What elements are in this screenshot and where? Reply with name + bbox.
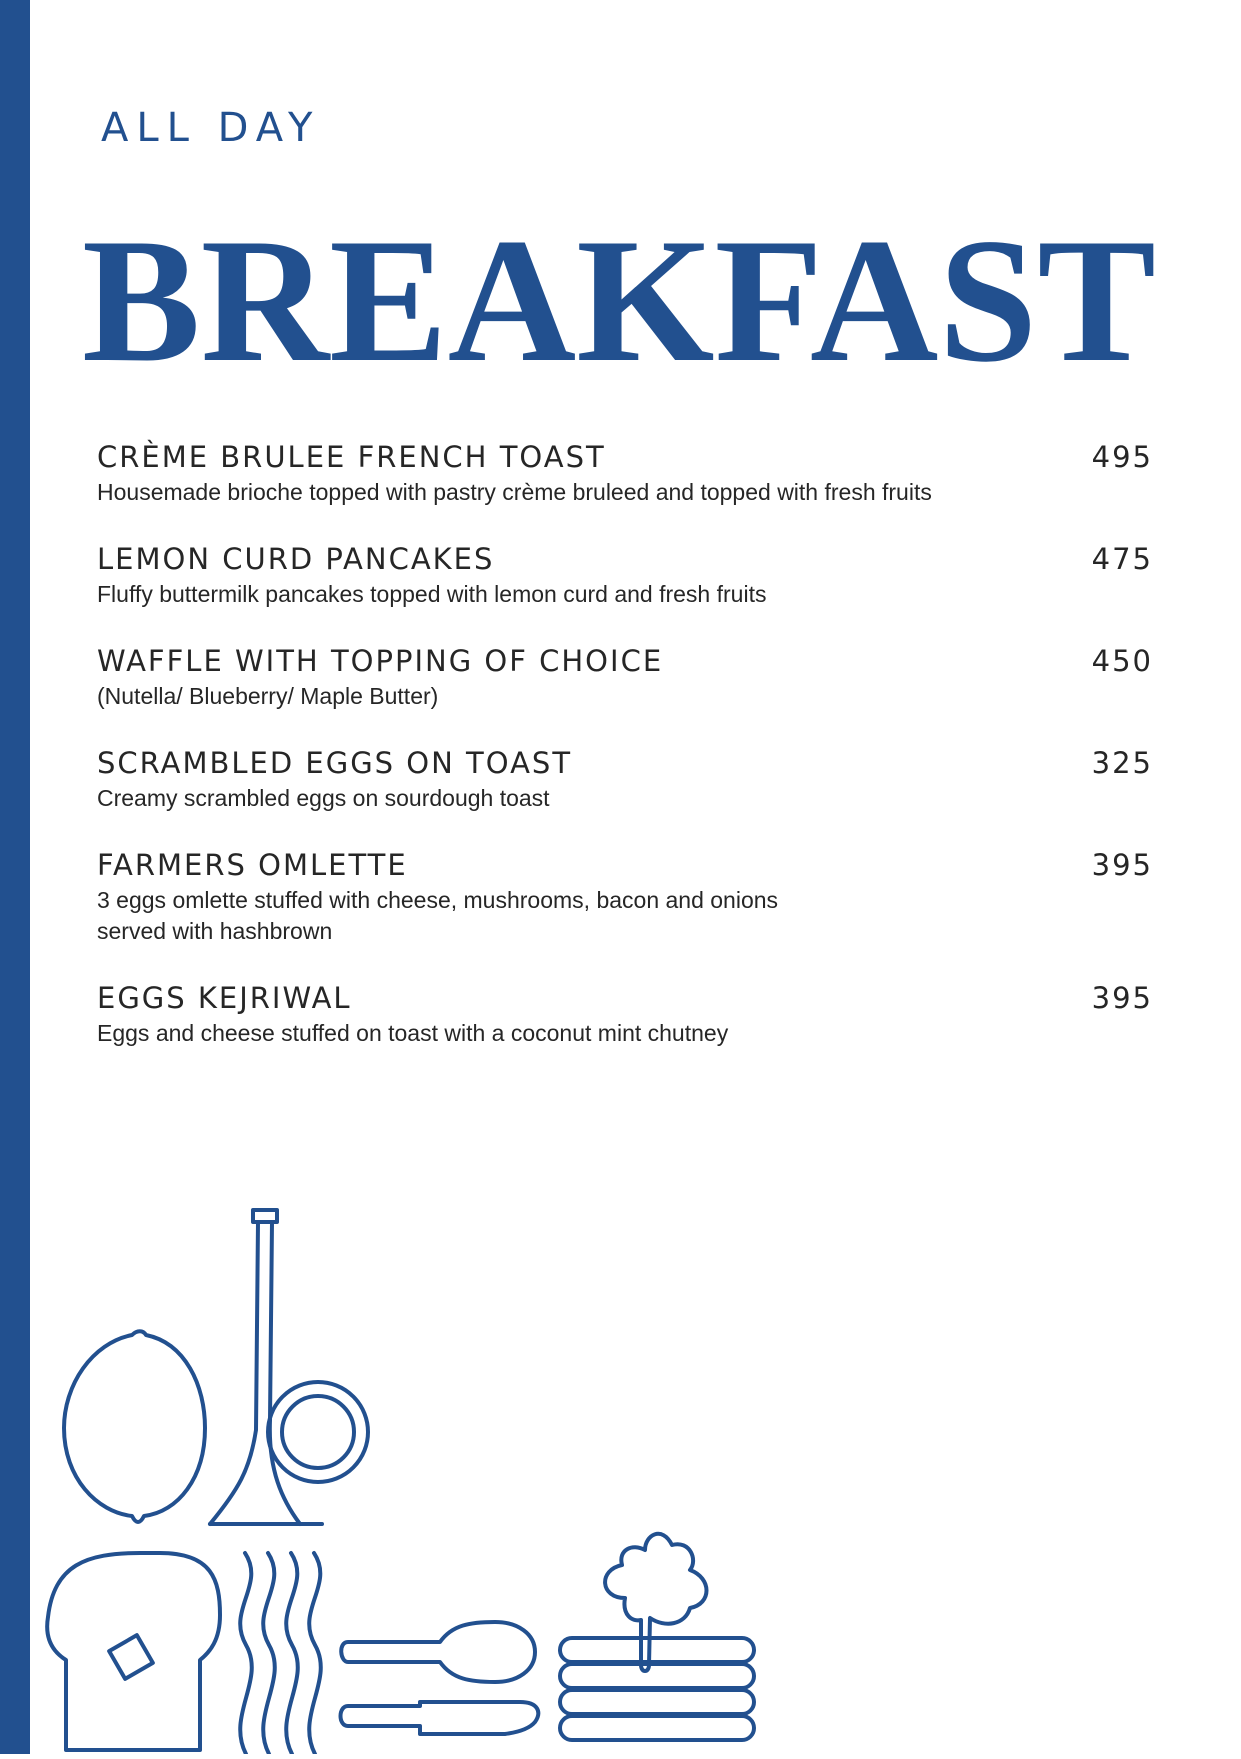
menu-title bbox=[82, 160, 1156, 365]
pancakes-icon bbox=[560, 1534, 754, 1740]
menu-item-price: 475 bbox=[1091, 542, 1153, 576]
menu-item-description: Creamy scrambled eggs on sourdough toast bbox=[97, 785, 550, 811]
menu-item-price: 395 bbox=[1091, 848, 1153, 882]
menu-item-name: EGGS KEJRIWAL bbox=[97, 981, 352, 1015]
toast-icon bbox=[47, 1553, 220, 1750]
menu-item-creme-brulee-french-toast bbox=[97, 438, 1153, 508]
spoon-icon bbox=[341, 1622, 535, 1682]
side-accent-bar bbox=[0, 0, 30, 1754]
breakfast-illustrations bbox=[30, 1195, 770, 1754]
menu-item-price: 395 bbox=[1091, 981, 1153, 1015]
menu-item-waffle bbox=[97, 642, 1153, 712]
menu-item-name: FARMERS OMLETTE bbox=[97, 848, 408, 882]
menu-item-lemon-curd-pancakes bbox=[97, 540, 1153, 610]
menu-list bbox=[97, 438, 1153, 1081]
menu-item-scrambled-eggs bbox=[97, 744, 1153, 814]
menu-item-price: 450 bbox=[1091, 644, 1153, 678]
menu-item-description: 3 eggs omlette stuffed with cheese, mushrooms, bacon and onions served with hashbrown bbox=[97, 887, 779, 944]
menu-item-name: LEMON CURD PANCAKES bbox=[97, 542, 495, 576]
menu-item-price: 325 bbox=[1091, 746, 1153, 780]
menu-item-description: Eggs and cheese stuffed on toast with a coconut mint chutney bbox=[97, 1020, 729, 1046]
menu-item-price: 495 bbox=[1091, 440, 1153, 474]
menu-item-description: (Nutella/ Blueberry/ Maple Butter) bbox=[97, 683, 439, 709]
menu-subtitle: ALL DAY bbox=[101, 105, 321, 151]
trumpet-icon bbox=[210, 1210, 368, 1524]
menu-item-description: Housemade brioche topped with pastry crème bruleed and topped with fresh fruits bbox=[97, 479, 932, 505]
menu-item-farmers-omlette bbox=[97, 846, 1153, 947]
knife-icon bbox=[341, 1702, 539, 1734]
menu-item-name: CRÈME BRULEE FRENCH TOAST bbox=[97, 440, 606, 474]
menu-item-description: Fluffy buttermilk pancakes topped with lemon curd and fresh fruits bbox=[97, 581, 767, 607]
menu-item-name: SCRAMBLED EGGS ON TOAST bbox=[97, 746, 573, 780]
bacon-icon bbox=[240, 1553, 321, 1754]
menu-item-name: WAFFLE WITH TOPPING OF CHOICE bbox=[97, 644, 664, 678]
menu-title-text: BREAKFAST bbox=[82, 201, 1156, 365]
menu-item-eggs-kejriwal bbox=[97, 979, 1153, 1049]
lemon-icon bbox=[64, 1331, 205, 1522]
